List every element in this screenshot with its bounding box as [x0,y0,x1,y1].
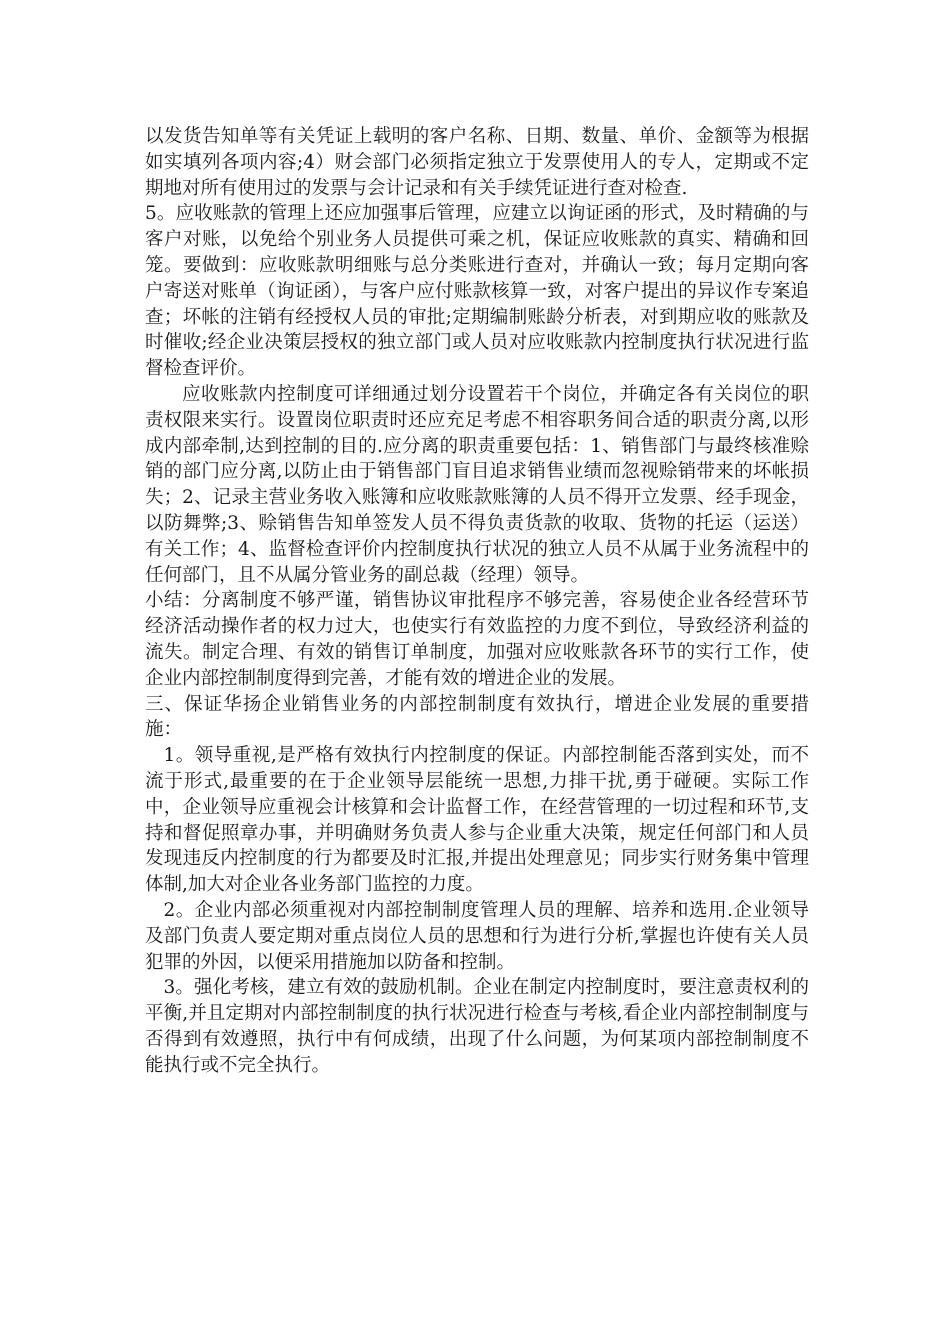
paragraph-measure-3: 3。强化考核，建立有效的鼓励机制。企业在制定内控制度时，要注意责权利的平衡,并且定期对内部控制制度的执行状况进行检查与考核,看企业内部控制制度与否得到有效遵照，执行中有何成绩，出现了什么问题，为何某项内部控制制度不能执行或不完全执行。 [145,977,809,1076]
paragraph-receivables-post-management: 5。应收账款的管理上还应加强事后管理，应建立以询证函的形式，及时精确的与客户对账，以免给个别业务人员提供可乘之机，保证应收账款的真实、精确和回笼。要做到：应收账款明细账与总分类账进行查对，并确认一致；每月定期向客户寄送对账单（询证函），与客户应付账款核算一致，对客户提出的异议作专案追查；坏帐的注销有经授权人员的审批;定期编制账龄分析表，对到期应收的账款及时催收;经企业决策层授权的独立部门或人员对应收账款内控制度执行状况进行监督检查评价。 [145,203,809,380]
section-heading-measures: 三、保证华扬企业销售业务的内部控制制度有效执行，增进企业发展的重要措施： [145,693,809,741]
document-body [145,124,809,1078]
paragraph-summary: 小结：分离制度不够严谨，销售协议审批程序不够完善，容易使企业各经营环节经济活动操作者的权力过大，也使实行有效监控的力度不到位，导致经济利益的流失。制定合理、有效的销售订单制度，加强对应收账款各环节的实行工作，使企业内部控制制度得到完善，才能有效的增进企业的发展。 [145,590,809,689]
paragraph-segregation-of-duties: 应收账款内控制度可详细通过划分设置若干个岗位，并确定各有关岗位的职责权限来实行。设置岗位职责时还应充足考虑不相容职务间合适的职责分离,以形成内部牵制,达到控制的目的.应分离的职责重要包括：1、销售部门与最终核准赊销的部门应分离,以防止由于销售部门盲目追求销售业绩而忽视赊销带来的坏帐损失；2、记录主营业务收入账簿和应收账款账簿的人员不得开立发票、经手现金，以防舞弊;3、赊销售告知单签发人员不得负责货款的收取、货物的托运（运送）有关工作；4、监督检查评价内控制度执行状况的独立人员不从属于业务流程中的任何部门，且不从属分管业务的副总裁（经理）领导。 [145,383,809,586]
paragraph-invoice-controls: 以发货告知单等有关凭证上载明的客户名称、日期、数量、单价、金额等为根据如实填列各项内容;4）财会部门必须指定独立于发票使用人的专人，定期或不定期地对所有使用过的发票与会计记录和有关手续凭证进行查对检查. [145,126,809,199]
paragraph-measure-2: 2。企业内部必须重视对内部控制制度管理人员的理解、培养和选用.企业领导及部门负责人要定期对重点岗位人员的思想和行为进行分析,掌握也许使有关人员犯罪的外因，以便采用措施加以防备和控制。 [145,899,809,973]
paragraph-measure-1: 1。领导重视,是严格有效执行内控制度的保证。内部控制能否落到实处，而不流于形式,最重要的在于企业领导层能统一思想,力排干扰,勇于碰硬。实际工作中，企业领导应重视会计核算和会计监督工作，在经营管理的一切过程和环节,支持和督促照章办事，并明确财务负责人参与企业重大决策，规定任何部门和人员发现违反内控制度的行为都要及时汇报,并提出处理意见；同步实行财务集中管理体制,加大对企业各业务部门监控的力度。 [145,745,809,896]
